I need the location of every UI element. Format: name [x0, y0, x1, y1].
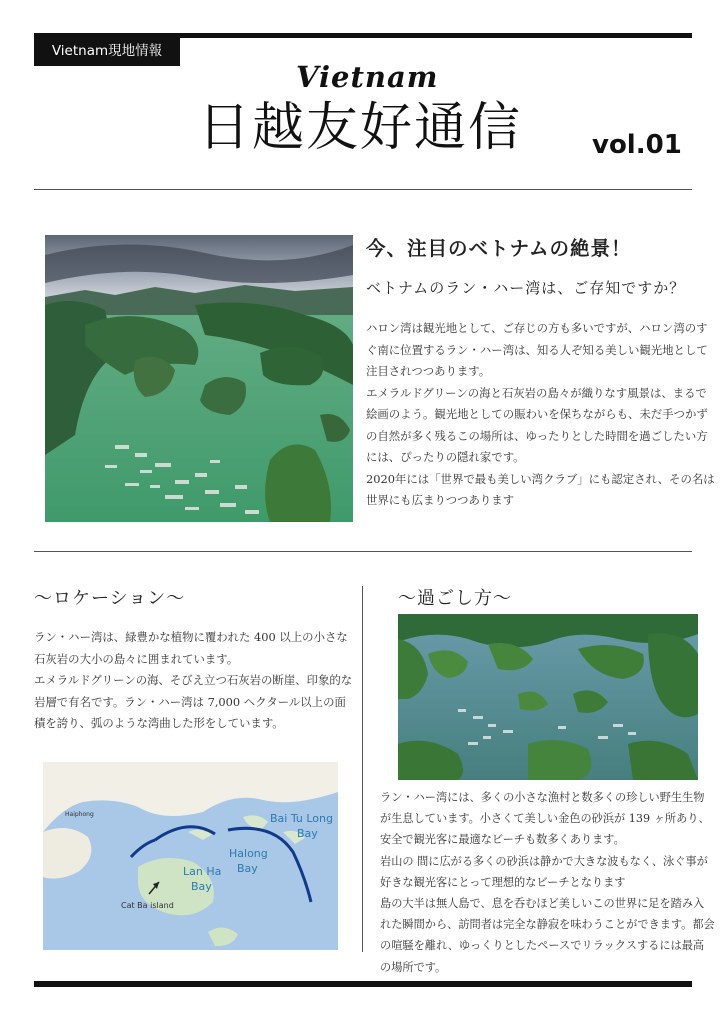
location-paragraph: ラン・ハー湾は、緑豊かな植物に覆われた 400 以上の小さな石灰岩の大小の島々に囲まれています。	[34, 630, 348, 666]
script-title: Vietnam	[296, 60, 439, 94]
map-label-baitulong-bay: Bay	[297, 827, 318, 840]
volume-number: vol.01	[592, 130, 682, 160]
location-paragraph: エメラルドグリーンの海、そびえ立つ石灰岩の断崖、印象的な岩層で有名です。ラン・ハー湾は 7,000 ヘクタール以上の面積を誇り、弧のような湾曲した形をしています。	[34, 673, 353, 730]
column-divider	[362, 586, 363, 952]
bottom-rule	[34, 981, 692, 987]
bay-aerial-photo	[45, 235, 353, 522]
bay-islands-photo	[398, 614, 698, 780]
spend-body	[380, 787, 715, 978]
divider	[34, 189, 692, 190]
feature-paragraph: ハロン湾は観光地として、ご存じの方も多いですが、ハロン湾のすぐ南に位置するラン・ハー湾は、知る人ぞ知る美しい観光地として注目されつつあります。	[366, 321, 708, 378]
feature-paragraph: エメラルドグリーンの海と石灰岩の島々が織りなす風景は、まるで絵画のよう。観光地としての賑わいを保ちながらも、未だ手つかずの自然が多く残るこの場所は、ゆったりとした時間を過ごしたい方には、ぴったりの隠れ家です。	[366, 385, 708, 464]
page-title: 日越友好通信	[197, 98, 522, 158]
spend-heading: ～過ごし方～	[398, 588, 512, 609]
bay-islands-illustration	[398, 614, 698, 780]
feature-heading: 今、注目のベトナムの絶景！	[366, 237, 632, 260]
map-label-lanha: Lan Ha	[183, 865, 222, 878]
map-label-lanha-bay: Bay	[191, 880, 212, 893]
spend-paragraph: 島の大半は無人島で、息を呑むほど美しいこの世界に足を踏み入れた瞬間から、訪問者は完全な静寂を味わうことができます。都会の喧騒を離れ、ゆっくりとしたペースでリラックスするには最高の場所です。	[380, 897, 715, 974]
bay-aerial-illustration	[45, 235, 353, 522]
map-label-halong: Halong	[229, 847, 268, 860]
map-label-baitulong: Bai Tu Long	[270, 812, 333, 825]
feature-paragraph: 2020年には「世界で最も美しい湾クラブ」にも認定され、その名は世界にも広まりつつあります	[366, 471, 715, 507]
spend-paragraph: 岩山の 間に広がる多くの砂浜は静かで大きな波もなく、泳ぐ事が好きな観光客にとって理想的なビーチとなります	[380, 854, 708, 889]
map-label-catba: Cat Ba island	[121, 901, 174, 910]
map-label-haiphong: Haiphong	[65, 811, 94, 818]
location-heading: ～ロケーション～	[34, 588, 186, 609]
bay-map	[43, 762, 338, 950]
location-body	[34, 627, 354, 735]
feature-subheading: ベトナムのラン・ハー湾は、ご存知ですか？	[366, 279, 686, 297]
divider	[34, 551, 692, 552]
map-illustration	[43, 762, 338, 950]
map-label-halong-bay: Bay	[237, 862, 258, 875]
section-tag: Vietnam現地情報	[34, 36, 180, 66]
spend-paragraph: ラン・ハー湾には、多くの小さな漁村と数多くの珍しい野生生物が生息しています。小さくて美しい金色の砂浜が 139 ヶ所あり、安全で観光客に最適なビーチも数多くあります。	[380, 791, 710, 847]
feature-body	[366, 318, 716, 512]
